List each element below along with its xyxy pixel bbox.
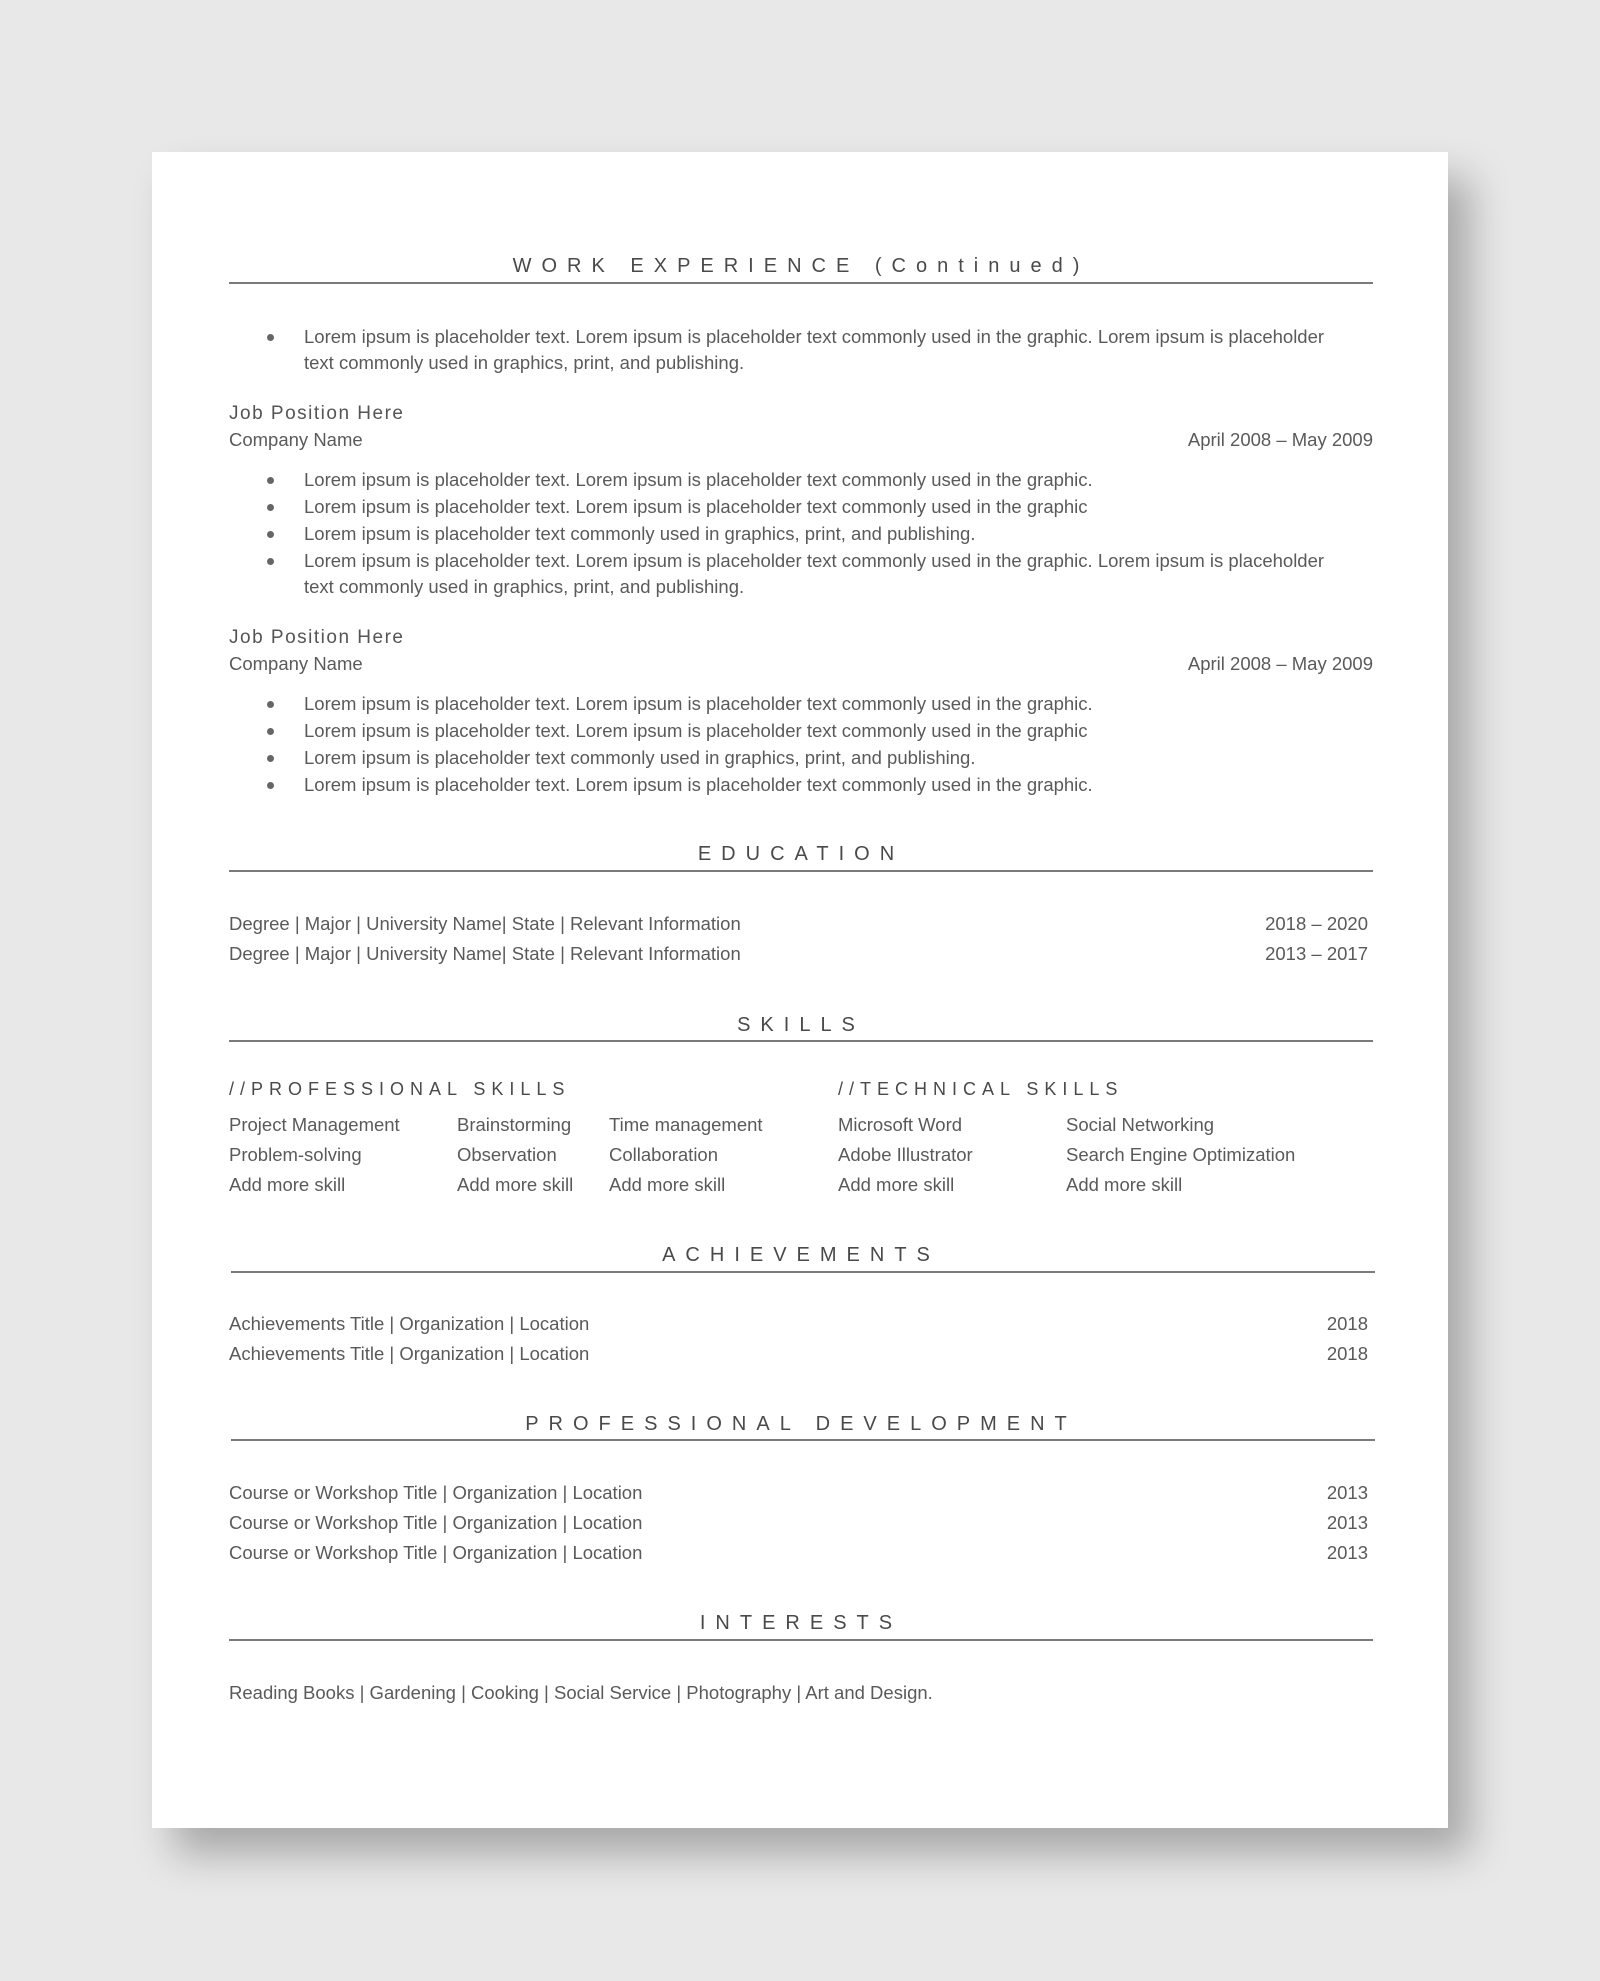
bullet-item: Lorem ipsum is placeholder text. Lorem ipsum is placeholder text commonly used in the graphic. Lorem ipsum is placeholder text commonly used in graphics, print, and publishing. <box>304 550 1325 597</box>
achievement-year: 2018 <box>1326 1313 1368 1334</box>
section-divider <box>229 870 1373 872</box>
section-divider <box>229 1040 1373 1042</box>
skill-item: Time management <box>609 1114 763 1135</box>
skill-item: Collaboration <box>609 1144 719 1165</box>
bullet-icon <box>267 504 274 511</box>
skill-item: Observation <box>457 1144 557 1165</box>
skill-item: Problem-solving <box>229 1144 362 1165</box>
bullet-icon <box>267 558 274 565</box>
bullet-icon <box>267 782 274 789</box>
job-title: Job Position Here <box>229 403 405 424</box>
bullet-item: Lorem ipsum is placeholder text commonly used in graphics, print, and publishing. <box>304 747 976 768</box>
skill-item: Project Management <box>229 1114 400 1135</box>
skill-item: Add more skill <box>609 1174 726 1195</box>
education-years: 2013 – 2017 <box>1265 943 1368 964</box>
education-row: Degree | Major | University Name| State | Relevant Information <box>229 943 741 964</box>
achievement-year: 2018 <box>1326 1343 1368 1364</box>
interests-text: Reading Books | Gardening | Cooking | Social Service | Photography | Art and Design. <box>229 1682 933 1703</box>
course-row: Course or Workshop Title | Organization | Location <box>229 1542 643 1563</box>
achievement-row: Achievements Title | Organization | Location <box>229 1313 590 1334</box>
section-divider <box>231 1271 1375 1273</box>
bullet-item: Lorem ipsum is placeholder text. Lorem ipsum is placeholder text commonly used in the graphic. Lorem ipsum is placeholder text commonly used in graphics, print, and publishing. <box>304 326 1325 373</box>
professional-skills-label: //PROFESSIONAL SKILLS <box>229 1079 571 1099</box>
company-name: Company Name <box>229 429 363 450</box>
bullet-icon <box>267 728 274 735</box>
achievement-row: Achievements Title | Organization | Location <box>229 1343 590 1364</box>
bullet-icon <box>267 334 274 341</box>
bullet-item: Lorem ipsum is placeholder text commonly used in graphics, print, and publishing. <box>304 523 976 544</box>
skill-item: Add more skill <box>1066 1174 1183 1195</box>
skill-item: Add more skill <box>229 1174 346 1195</box>
skill-item: Search Engine Optimization <box>1066 1144 1296 1165</box>
job-dates: April 2008 – May 2009 <box>1187 653 1373 674</box>
skill-item: Add more skill <box>457 1174 574 1195</box>
course-row: Course or Workshop Title | Organization | Location <box>229 1482 643 1503</box>
section-heading-skills: SKILLS <box>737 1014 865 1036</box>
bullet-icon <box>267 755 274 762</box>
bullet-icon <box>267 477 274 484</box>
section-heading-work-experience: WORK EXPERIENCE (Continued) <box>512 255 1090 277</box>
skill-item: Add more skill <box>838 1174 955 1195</box>
job-dates: April 2008 – May 2009 <box>1187 429 1373 450</box>
bullet-item: Lorem ipsum is placeholder text. Lorem ipsum is placeholder text commonly used in the graphic. <box>304 469 1093 490</box>
technical-skills-label: //TECHNICAL SKILLS <box>838 1079 1124 1099</box>
bullet-item: Lorem ipsum is placeholder text. Lorem ipsum is placeholder text commonly used in the graphic <box>304 496 1088 517</box>
education-row: Degree | Major | University Name| State | Relevant Information <box>229 913 741 934</box>
bullet-item: Lorem ipsum is placeholder text. Lorem ipsum is placeholder text commonly used in the graphic. <box>304 693 1093 714</box>
skill-item: Microsoft Word <box>838 1114 963 1135</box>
section-heading-professional-development: PROFESSIONAL DEVELOPMENT <box>525 1413 1077 1435</box>
course-row: Course or Workshop Title | Organization | Location <box>229 1512 643 1533</box>
skill-item: Brainstorming <box>457 1114 572 1135</box>
section-heading-education: EDUCATION <box>697 843 905 865</box>
section-divider <box>231 1439 1375 1441</box>
section-heading-interests: INTERESTS <box>699 1612 903 1634</box>
course-year: 2013 <box>1326 1542 1368 1563</box>
job-title: Job Position Here <box>229 627 405 648</box>
section-divider <box>229 282 1373 284</box>
bullet-item: Lorem ipsum is placeholder text. Lorem ipsum is placeholder text commonly used in the graphic <box>304 720 1088 741</box>
course-year: 2013 <box>1326 1482 1368 1503</box>
education-years: 2018 – 2020 <box>1265 913 1368 934</box>
bullet-icon <box>267 701 274 708</box>
course-year: 2013 <box>1326 1512 1368 1533</box>
skill-item: Adobe Illustrator <box>838 1144 973 1165</box>
skill-item: Social Networking <box>1066 1114 1215 1135</box>
company-name: Company Name <box>229 653 363 674</box>
section-heading-achievements: ACHIEVEMENTS <box>662 1244 940 1266</box>
bullet-icon <box>267 531 274 538</box>
resume-page <box>152 152 1448 1828</box>
section-divider <box>229 1639 1373 1641</box>
bullet-item: Lorem ipsum is placeholder text. Lorem ipsum is placeholder text commonly used in the graphic. <box>304 774 1093 795</box>
